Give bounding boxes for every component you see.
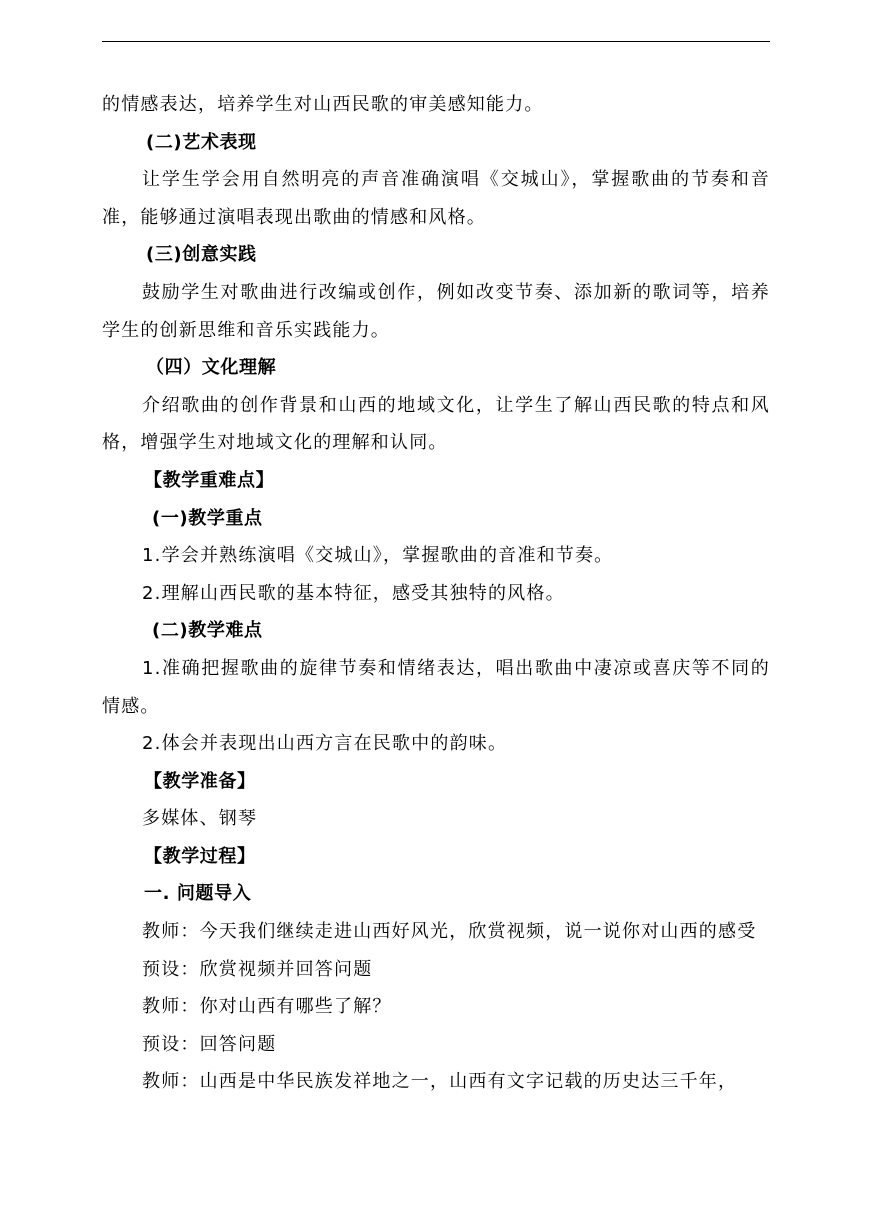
section-heading: 【教学过程】 <box>144 845 256 867</box>
section-heading: (一)教学重点 <box>152 507 263 529</box>
document-body <box>102 86 770 1101</box>
body-paragraph: 鼓励学生对歌曲进行改编或创作，例如改变节奏、添加新的歌词等，培养学生的创新思维和音乐实践能力。 <box>102 281 770 341</box>
body-paragraph: 1.准确把握歌曲的旋律节奏和情绪表达，唱出歌曲中凄凉或喜庆等不同的情感。 <box>102 657 770 717</box>
body-paragraph: 的情感表达，培养学生对山西民歌的审美感知能力。 <box>102 94 544 115</box>
section-heading: （四）文化理解 <box>146 357 277 379</box>
body-paragraph: 让学生学会用自然明亮的声音准确演唱《交城山》，掌握歌曲的节奏和音准，能够通过演唱表现出歌曲的情感和风格。 <box>102 169 770 228</box>
body-paragraph: 2.理解山西民歌的基本特征，感受其独特的风格。 <box>142 582 565 604</box>
body-paragraph: 预设：回答问题 <box>142 1033 277 1055</box>
body-paragraph: 介绍歌曲的创作背景和山西的地域文化，让学生了解山西民歌的特点和风格，增强学生对地域文化的理解和认同。 <box>102 394 770 454</box>
section-heading: (二)教学难点 <box>152 620 263 642</box>
body-paragraph: 2.体会并表现出山西方言在民歌中的韵味。 <box>142 733 508 755</box>
body-paragraph: 教师：山西是中华民族发祥地之一，山西有文字记载的历史达三千年， <box>142 1071 738 1093</box>
section-heading: 【教学重难点】 <box>144 469 275 491</box>
body-paragraph: 教师：今天我们继续走进山西好风光，欣赏视频，说一说你对山西的感受 <box>142 921 757 943</box>
body-paragraph: 1.学会并熟练演唱《交城山》，掌握歌曲的音准和节奏。 <box>142 545 614 567</box>
body-paragraph: 多媒体、钢琴 <box>142 808 258 830</box>
section-heading: 【教学准备】 <box>144 770 256 792</box>
section-heading: 一. 问题导入 <box>144 883 252 905</box>
section-heading: (三)创意实践 <box>146 244 257 266</box>
section-heading: (二)艺术表现 <box>146 131 257 153</box>
body-paragraph: 教师：你对山西有哪些了解？ <box>142 996 392 1018</box>
header-rule <box>102 41 770 42</box>
body-paragraph: 预设：欣赏视频并回答问题 <box>142 958 373 980</box>
